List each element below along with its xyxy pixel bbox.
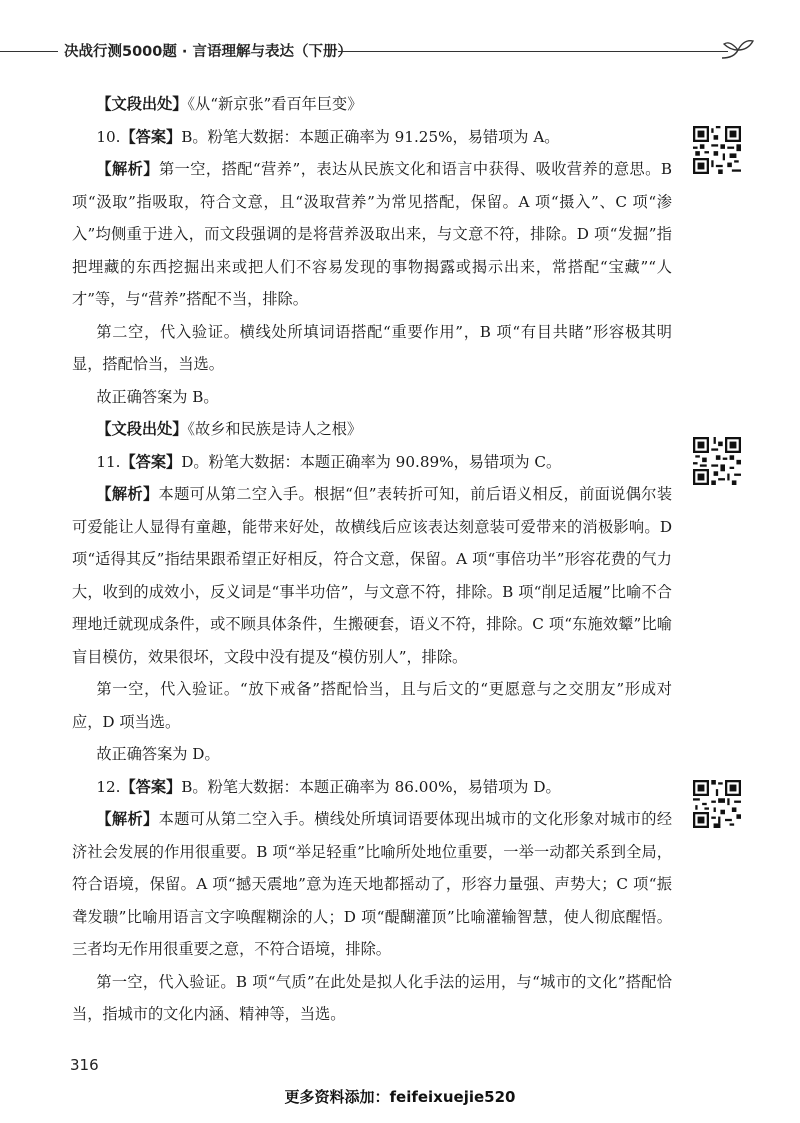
page-number: 316: [70, 1056, 99, 1074]
answer-tag: 【答案】: [120, 777, 182, 796]
page-body: [72, 88, 672, 1031]
analysis-11: [72, 478, 672, 673]
analysis-tag: 【解析】: [96, 485, 159, 503]
question-number: 10.: [96, 127, 121, 146]
question-number: 11.: [96, 452, 121, 471]
header-rule-left: [0, 51, 58, 52]
answer-text: B。粉笔大数据：本题正确率为 91.25%，易错项为 A。: [181, 127, 560, 146]
source-line: [72, 88, 672, 121]
running-header: [0, 38, 800, 62]
qr-code-icon[interactable]: [693, 437, 741, 485]
answer-tag: 【答案】: [120, 127, 182, 146]
analysis-tag: 【解析】: [96, 160, 159, 178]
qr-code-icon[interactable]: [693, 126, 741, 174]
answer-text: B。粉笔大数据：本题正确率为 86.00%，易错项为 D。: [181, 777, 561, 796]
source-tag: 【文段出处】: [96, 420, 188, 438]
answer-tag: 【答案】: [120, 452, 182, 471]
qr-code-icon[interactable]: [693, 780, 741, 828]
source-line: [72, 413, 672, 446]
analysis-12: [72, 803, 672, 966]
analysis-12-blank1: 第一空，代入验证。B 项“气质”在此处是拟人化手法的运用，与“城市的文化”搭配恰当，指城市的文化内涵、精神等，当选。: [72, 972, 672, 1023]
answer-line-11: [72, 446, 672, 479]
analysis-text: 本题可从第二空入手。横线处所填词语要体现出城市的文化形象对城市的经济社会发展的作用很重要。B 项“举足轻重”比喻所处地位重要，一举一动都关系到全局，符合语境，保留。A 项“撼天震地”意为连天地都摇动了，形容力量强、声势大；C 项“振聋发聩”比喻用语言文字唤醒糊涂的人；D 项“醍醐灌顶”比喻灌输智慧，使人彻底醒悟。三者均无作用很重要之意，不符合语境，排除。: [72, 810, 673, 958]
conclusion-10: 故正确答案为 B。: [96, 387, 219, 406]
analysis-text: 本题可从第二空入手。根据“但”表转折可知，前后语义相反，前面说偶尔装可爱能让人显得有童趣，能带来好处，故横线后应该表达刻意装可爱带来的消极影响。D 项“适得其反”指结果跟希望正好相反，符合文意，保留。A 项“事倍功半”形容花费的气力大，收到的成效小，反义词是“事半功倍”，与文意不符，排除。B 项“削足适履”比喻不合理地迁就现成条件，或不顾具体条件，生搬硬套，语义不符，排除。C 项“东施效颦”比喻盲目模仿，效果很坏，文段中没有提及“模仿别人”，排除。: [72, 485, 673, 666]
answer-line-12: [72, 771, 672, 804]
conclusion-11: 故正确答案为 D。: [96, 745, 220, 763]
source-tag: 【文段出处】: [96, 95, 188, 113]
answer-text: D。粉笔大数据：本题正确率为 90.89%，易错项为 C。: [181, 452, 562, 471]
book-title: 决战行测5000题 · 言语理解与表达（下册）: [64, 44, 352, 60]
footer-contact-note: 更多资料添加：feifeixuejie520: [284, 1088, 516, 1106]
analysis-10-blank1: 第二空，代入验证。横线处所填词语搭配“重要作用”，B 项“有目共睹”形容极其明显，搭配恰当，当选。: [72, 322, 672, 373]
analysis-11-blank1: 第一空，代入验证。“放下戒备”搭配恰当，且与后文的“更愿意与之交朋友”形成对应，D 项当选。: [72, 680, 672, 731]
sprout-icon: [720, 38, 756, 62]
analysis-text: 第一空，搭配“营养”，表达从民族文化和语言中获得、吸收营养的意思。B 项“汲取”指吸取，符合文意，且“汲取营养”为常见搭配，保留。A 项“摄入”、C 项“渗入”均侧重于进入，而文段强调的是将营养汲取出来，与文意不符，排除。D 项“发掘”指把埋藏的东西挖掘出来或把人们不容易发现的事物揭露或揭示出来，常搭配“宝藏”“人才”等，与“营养”搭配不当，排除。: [72, 160, 672, 308]
source-title: 《从“新京张”看百年巨变》: [187, 95, 363, 113]
question-number: 12.: [96, 777, 121, 796]
analysis-tag: 【解析】: [96, 810, 159, 828]
source-title: 《故乡和民族是诗人之根》: [187, 420, 363, 438]
analysis-10: [72, 153, 672, 316]
header-rule-right: [338, 51, 728, 52]
answer-line-10: [72, 121, 672, 154]
